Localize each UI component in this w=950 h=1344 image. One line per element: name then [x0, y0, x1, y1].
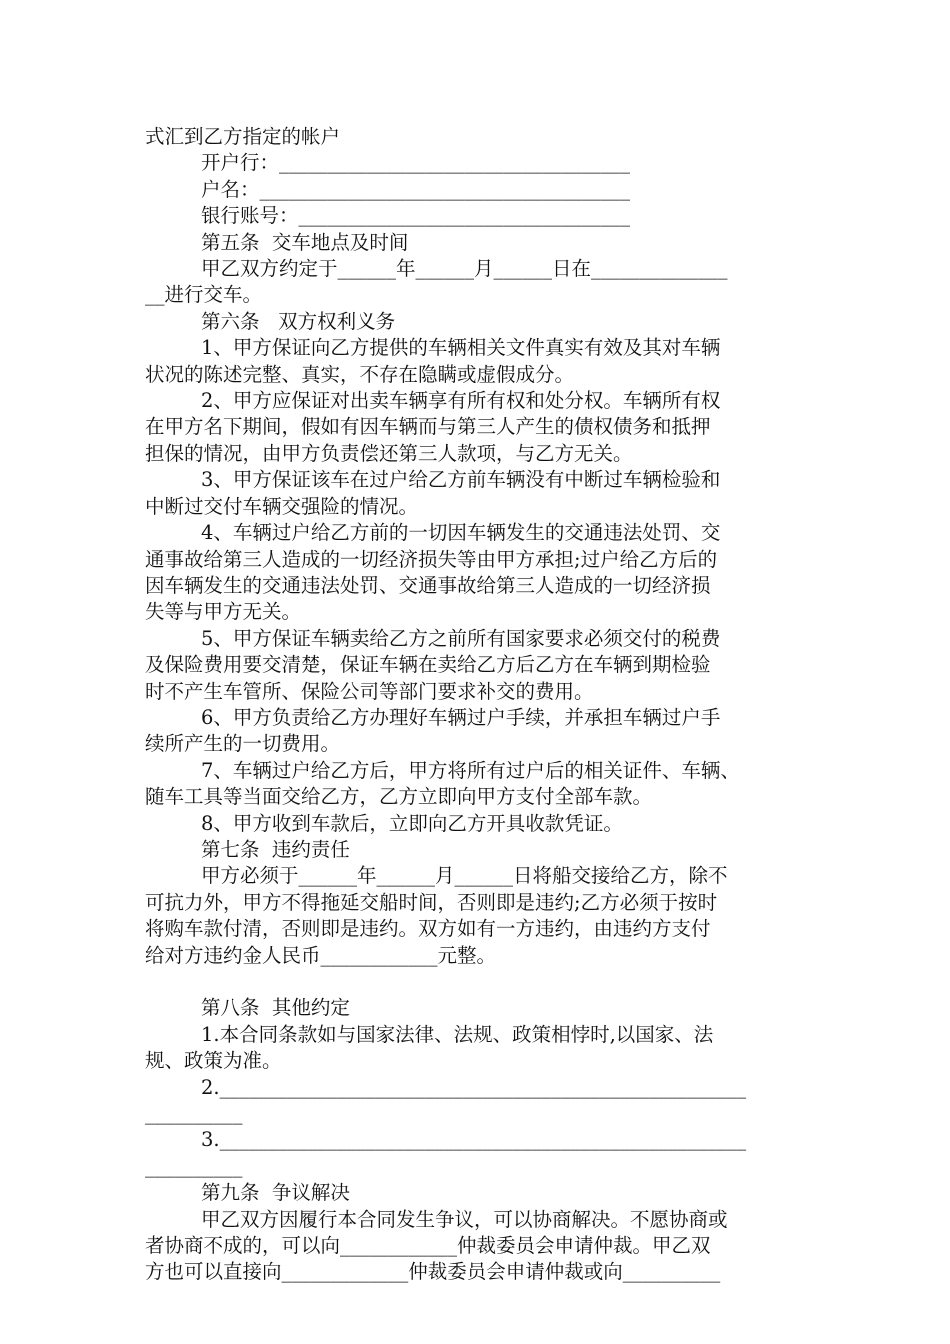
text-line: 6、甲方负责给乙方办理好车辆过户手续，并承担车辆过户手	[201, 705, 721, 729]
bank-name-field: 开户行：____________________________________	[201, 151, 631, 175]
text-line: 4、车辆过户给乙方前的一切因车辆发生的交通违法处罚、交	[201, 521, 721, 545]
text-line: 甲方必须于______年______月______日将船交接给乙方，除不	[201, 864, 728, 888]
text-line: 中断过交付车辆交强险的情况。	[145, 494, 419, 518]
text-line: 担保的情况，由甲方负责偿还第三人款项，与乙方无关。	[145, 441, 633, 465]
text-line: 在甲方名下期间，假如有因车辆而与第三人产生的债权债务和抵押	[145, 415, 711, 439]
text-line: 甲乙双方因履行本合同发生争议，可以协商解决。不愿协商或	[201, 1207, 728, 1231]
text-line: 1.本合同条款如与国家法律、法规、政策相悖时,以国家、法	[201, 1022, 714, 1046]
blank-clause-field-continuation: __________	[145, 1102, 243, 1126]
text-line: 规、政策为准。	[145, 1049, 282, 1073]
text-line: 5、甲方保证车辆卖给乙方之前所有国家要求必须交付的税费	[201, 626, 721, 650]
text-line: 将购车款付清，否则即是违约。双方如有一方违约，由违约方支付	[145, 917, 711, 941]
section-heading: 第九条 争议解决	[201, 1181, 350, 1205]
text-line: 给对方违约金人民币____________元整。	[145, 943, 497, 967]
text-line: 续所产生的一切费用。	[145, 732, 341, 756]
section-heading: 第八条 其他约定	[201, 996, 350, 1020]
text-line: 式汇到乙方指定的帐户	[145, 125, 341, 148]
text-line: 及保险费用要交清楚，保证车辆在卖给乙方后乙方在车辆到期检验	[145, 653, 711, 677]
text-line: 7、车辆过户给乙方后，甲方将所有过户后的相关证件、车辆、	[201, 758, 740, 782]
text-line: 时不产生车管所、保险公司等部门要求补交的费用。	[145, 679, 594, 703]
text-line: 通事故给第三人造成的一切经济损失等由甲方承担;过户给乙方后的	[145, 547, 718, 571]
text-line: 方也可以直接向_____________仲裁委员会申请仲裁或向__________	[145, 1260, 721, 1284]
text-line: 失等与甲方无关。	[145, 600, 302, 624]
account-number-field: 银行账号：__________________________________	[201, 204, 631, 228]
blank-clause-field-continuation: __________	[145, 1154, 243, 1178]
text-line: 8、甲方收到车款后，立即向乙方开具收款凭证。	[201, 811, 623, 835]
blank-line	[145, 969, 825, 995]
section-heading: 第六条 双方权利义务	[201, 309, 396, 333]
text-line: 因车辆发生的交通违法处罚、交通事故给第三人造成的一切经济损	[145, 573, 711, 597]
text-line: 者协商不成的，可以向____________仲裁委员会申请仲裁。甲乙双	[145, 1234, 711, 1258]
text-line: 随车工具等当面交给乙方，乙方立即向甲方支付全部车款。	[145, 785, 653, 809]
section-heading: 第五条 交车地点及时间	[201, 230, 409, 254]
text-line: 状况的陈述完整、真实，不存在隐瞒或虚假成分。	[145, 362, 575, 386]
section-heading: 第七条 违约责任	[201, 837, 350, 861]
text-line: 1、甲方保证向乙方提供的车辆相关文件真实有效及其对车辆	[201, 336, 721, 360]
text-line: 2、甲方应保证对出卖车辆享有所有权和处分权。车辆所有权	[201, 389, 721, 413]
blank-clause-field: 2.______________________________________________________	[201, 1075, 747, 1099]
blank-clause-field: 3.______________________________________________________	[201, 1128, 747, 1152]
text-line: 可抗力外，甲方不得拖延交船时间，否则即是违约;乙方必须于按时	[145, 890, 718, 914]
account-name-field: 户名：______________________________________	[201, 177, 631, 201]
contract-document	[145, 124, 825, 1286]
text-line: 甲乙双方约定于______年______月______日在______________	[201, 257, 728, 281]
text-line: __进行交车。	[145, 283, 263, 307]
text-line: 3、甲方保证该车在过户给乙方前车辆没有中断过车辆检验和	[201, 468, 721, 492]
